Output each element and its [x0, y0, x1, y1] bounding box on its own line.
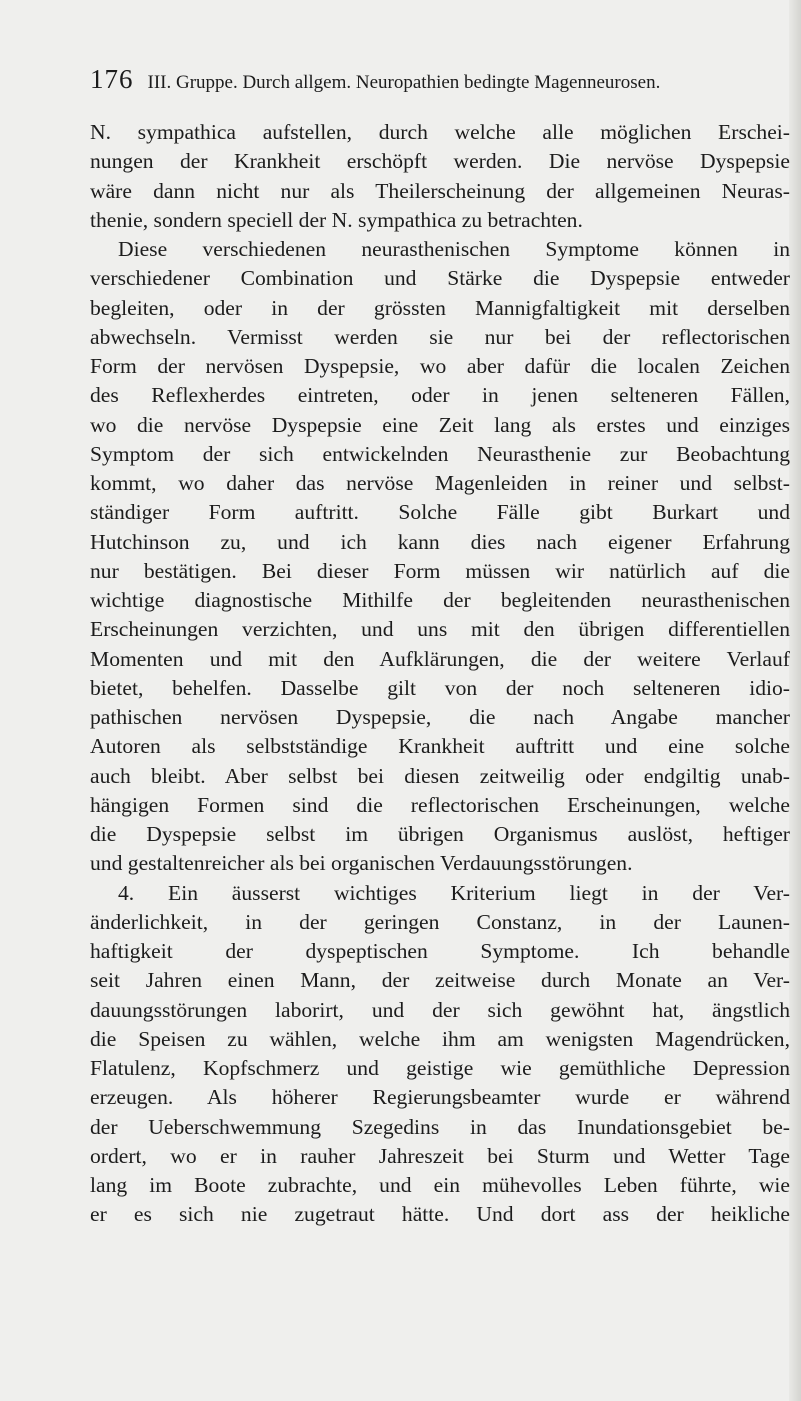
text-line: N. sympathica aufstellen, durch welche alle möglichen Erschei-: [90, 120, 790, 144]
text-line: begleiten, oder in der grössten Mannigfaltigkeit mit derselben: [90, 295, 790, 320]
text-line: Erscheinungen verzichten, und uns mit den übrigen differentiellen: [90, 617, 790, 642]
text-line: abwechseln. Vermisst werden sie nur bei der reflectorischen: [90, 324, 790, 349]
text-line: dauungsstörungen laborirt, und der sich gewöhnt hat, ängstlich: [90, 997, 790, 1022]
text-line: Symptom der sich entwickelnden Neurasthenie zur Beobachtung: [90, 441, 790, 466]
text-line: Hutchinson zu, und ich kann dies nach eigener Erfahrung: [90, 529, 790, 554]
text-line: hängigen Formen sind die reflectorischen Erscheinungen, welche: [90, 792, 790, 817]
page-edge-shadow: [789, 0, 801, 1401]
text-line: kommt, wo daher das nervöse Magenleiden in reiner und selbst-: [90, 471, 790, 495]
text-line: 4. Ein äusserst wichtiges Kriterium liegt in der Ver-: [118, 880, 790, 905]
text-line: Diese verschiedenen neurasthenischen Symptome können in: [118, 237, 790, 261]
text-line: Autoren als selbstständige Krankheit auftritt und eine solche: [90, 734, 790, 759]
text-line: nur bestätigen. Bei dieser Form müssen wir natürlich auf die: [90, 558, 790, 583]
text-line: erzeugen. Als höherer Regierungsbeamter wurde er während: [90, 1085, 790, 1110]
text-line: nungen der Krankheit erschöpft werden. Die nervöse Dyspepsie: [90, 149, 790, 174]
text-line: lang im Boote zubrachte, und ein mühevolles Leben führte, wie: [90, 1173, 790, 1197]
body-text: [90, 118, 790, 1230]
text-line: änderlichkeit, in der geringen Constanz, in der Launen-: [90, 909, 790, 934]
text-line: Form der nervösen Dyspepsie, wo aber dafür die localen Zeichen: [90, 354, 790, 378]
text-line: und gestaltenreicher als bei organischen Verdauungsstörungen.: [90, 851, 633, 876]
text-line: er es sich nie zugetraut hätte. Und dort ass der heikliche: [90, 1202, 790, 1227]
page-number: 176: [90, 64, 134, 94]
text-line: Flatulenz, Kopfschmerz und geistige wie gemüthliche Depression: [90, 1056, 790, 1080]
text-line: wichtige diagnostische Mithilfe der begleitenden neurasthenischen: [90, 588, 790, 612]
text-line: haftigkeit der dyspeptischen Symptome. Ich behandle: [90, 939, 790, 963]
text-line: verschiedener Combination und Stärke die Dyspepsie entweder: [90, 266, 790, 291]
text-line: pathischen nervösen Dyspepsie, die nach Angabe mancher: [90, 705, 790, 729]
text-line: wo die nervöse Dyspepsie eine Zeit lang als erstes und einziges: [90, 412, 790, 437]
text-line: die Speisen zu wählen, welche ihm am wenigsten Magendrücken,: [90, 1026, 790, 1051]
text-line: ordert, wo er in rauher Jahreszeit bei Sturm und Wetter Tage: [90, 1143, 790, 1168]
text-line: des Reflexherdes eintreten, oder in jenen selteneren Fällen,: [90, 383, 790, 408]
running-head: III. Gruppe. Durch allgem. Neuropathien bedingte Magenneurosen.: [147, 72, 661, 93]
text-line: thenie, sondern speciell der N. sympathica zu betrachten.: [90, 207, 583, 232]
text-line: seit Jahren einen Mann, der zeitweise durch Monate an Ver-: [90, 968, 790, 993]
text-line: wäre dann nicht nur als Theilerscheinung der allgemeinen Neuras-: [90, 178, 790, 203]
text-line: bietet, behelfen. Dasselbe gilt von der noch selteneren idio-: [90, 675, 790, 700]
page-header: [90, 64, 761, 104]
text-line: ständiger Form auftritt. Solche Fälle gibt Burkart und: [90, 500, 790, 525]
text-line: die Dyspepsie selbst im übrigen Organismus auslöst, heftiger: [90, 822, 790, 846]
text-line: Momenten und mit den Aufklärungen, die der weitere Verlauf: [90, 646, 790, 671]
text-line: auch bleibt. Aber selbst bei diesen zeitweilig oder endgiltig unab-: [90, 763, 790, 788]
text-line: der Ueberschwemmung Szegedins in das Inundationsgebiet be-: [90, 1114, 790, 1139]
